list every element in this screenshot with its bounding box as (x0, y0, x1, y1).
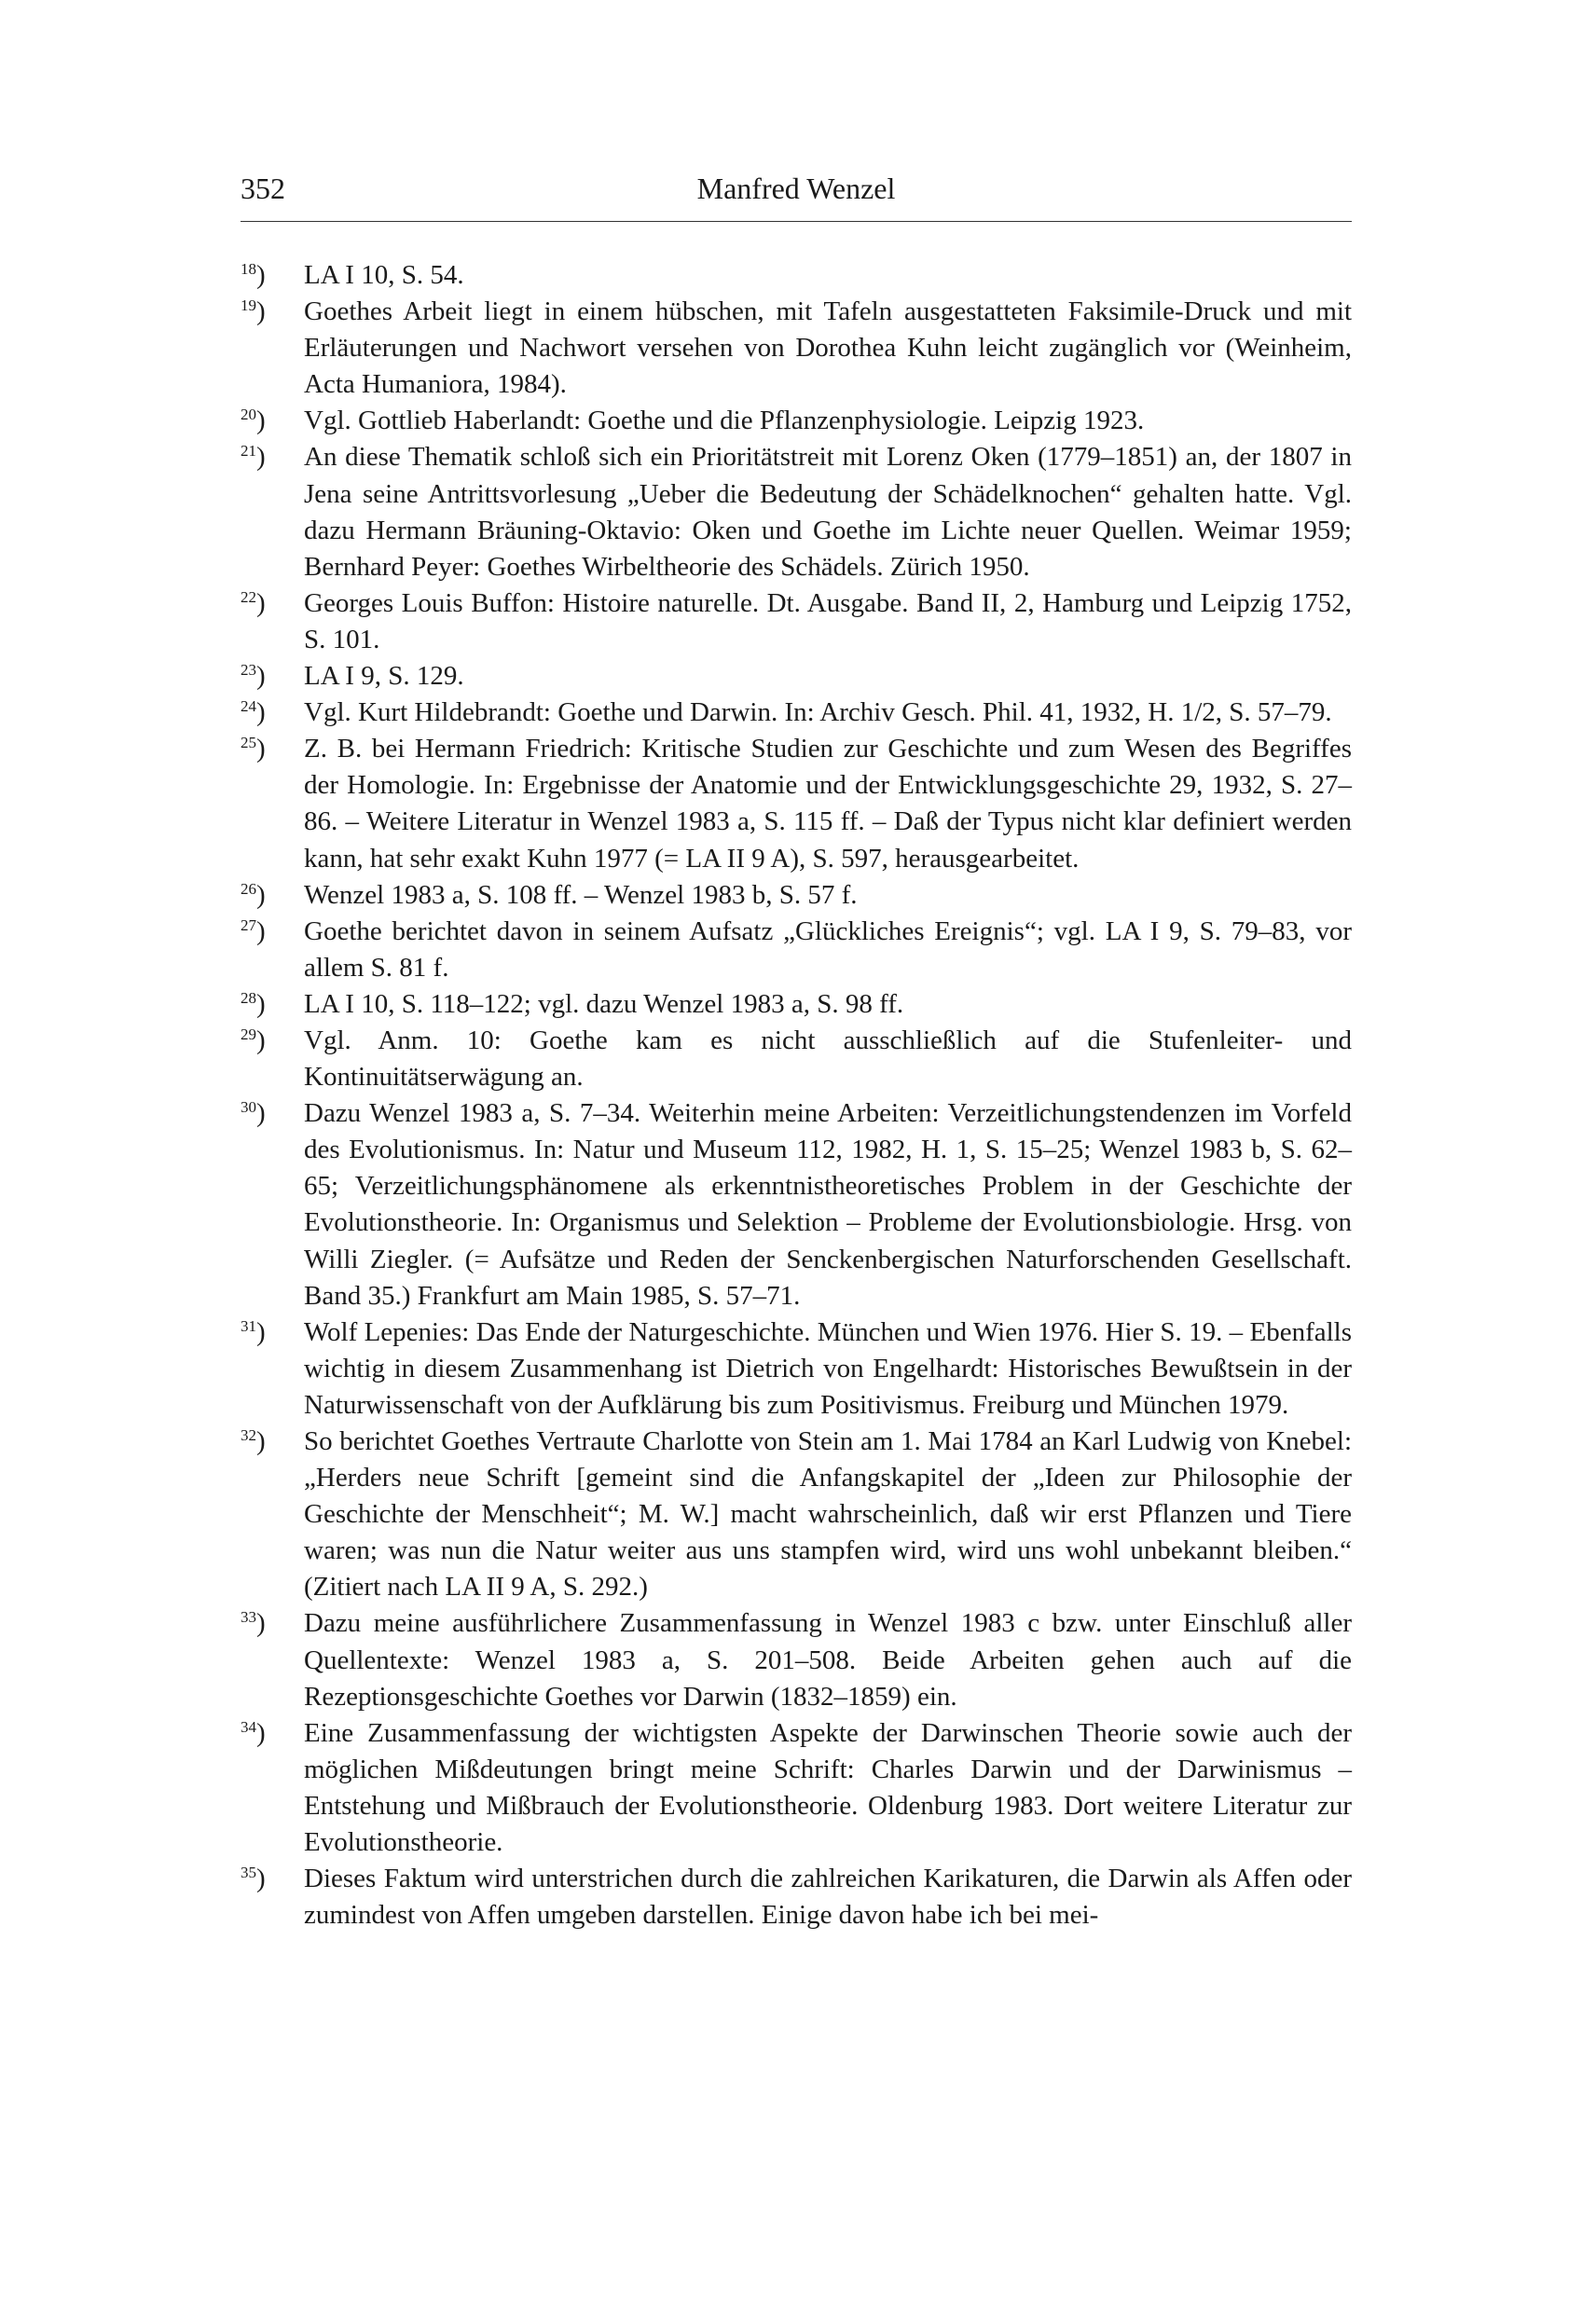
footnote (241, 1314, 1352, 1424)
footnote (241, 658, 1352, 695)
footnote-marker: $^{24}$) (241, 697, 266, 728)
footnote-text: Wolf Lepenies: Das Ende der Naturgeschichte. München und Wien 1976. Hier S. 19. – Ebenfalls wichtig in diesem Zusammenhang ist Dietrich von Engelhardt: Historisches Bewußtsein in der Naturwissenschaft von der Aufklärung bis zum Positivismus. Freiburg und München 1979. (304, 1316, 1352, 1420)
footnote-text: Goethe berichtet davon in seinem Aufsatz „Glückliches Ereignis“; vgl. LA I 9, S. 79–83, vor allem S. 81 f. (304, 915, 1352, 983)
footnote-marker: $^{21}$) (241, 442, 266, 473)
footnote (241, 914, 1352, 986)
footnote-number: 24 (241, 697, 256, 716)
footnote-marker: $^{30}$) (241, 1098, 266, 1129)
footnote (241, 1715, 1352, 1861)
footnote (241, 294, 1352, 403)
footnote-number: 25 (241, 734, 256, 752)
footnote-number: 35 (241, 1864, 256, 1882)
footnote-number: 22 (241, 587, 256, 606)
footnote-marker: $^{29}$) (241, 1025, 266, 1055)
footnote-text: Dazu Wenzel 1983 a, S. 7–34. Weiterhin meine Arbeiten: Verzeitlichungstendenzen im Vorfeld des Evolutionismus. In: Natur und Museum 112, 1982, H. 1, S. 15–25; Wenzel 1983 b, S. 62–65; Verzeitlichungsphänomene als erkenntnistheoretisches Problem in der Geschichte der Evolutionstheorie. In: Organismus und Selektion – Probleme der Evolutionsbiologie. Hrsg. von Willi Ziegler. (= Aufsätze und Reden der Senckenbergischen Naturforschenden Gesellschaft. Band 35.) Frankfurt am Main 1985, S. 57–71. (304, 1098, 1352, 1311)
footnote-marker: $^{35}$) (241, 1864, 266, 1894)
footnote-marker: $^{31}$) (241, 1316, 266, 1347)
footnote-text: Georges Louis Buffon: Histoire naturelle. Dt. Ausgabe. Band II, 2, Hamburg und Leipzig 1752, S. 101. (304, 587, 1352, 654)
footnote-marker: $^{22}$) (241, 587, 266, 618)
footnote-number: 28 (241, 988, 256, 1007)
footnote (241, 1424, 1352, 1605)
footnote-number: 32 (241, 1426, 256, 1444)
footnote (241, 731, 1352, 876)
footnote-text: Vgl. Kurt Hildebrandt: Goethe und Darwin. In: Archiv Gesch. Phil. 41, 1932, H. 1/2, S. 57–79. (304, 697, 1332, 728)
footnote-list (241, 257, 1352, 1934)
footnote-number: 20 (241, 406, 256, 424)
footnote (241, 257, 1352, 294)
footnote-text: Wenzel 1983 a, S. 108 ff. – Wenzel 1983 b, S. 57 f. (304, 879, 858, 910)
footnote-number: 26 (241, 879, 256, 898)
footnote-number: 27 (241, 915, 256, 934)
footnote (241, 1605, 1352, 1714)
footnote-text: LA I 10, S. 54. (304, 260, 464, 290)
footnote (241, 585, 1352, 658)
footnote (241, 1023, 1352, 1095)
header-rule (241, 221, 1352, 222)
footnote-marker: $^{19}$) (241, 296, 266, 327)
footnote-marker: $^{18}$) (241, 260, 266, 290)
footnote-text: LA I 9, S. 129. (304, 661, 464, 692)
footnote-number: 33 (241, 1608, 256, 1627)
footnote-text: Eine Zusammenfassung der wichtigsten Aspekte der Darwinschen Theorie sowie auch der möglichen Mißdeutungen bringt meine Schrift: Charles Darwin und der Darwinismus – Entstehung und Mißbrauch der Evolutionstheorie. Oldenburg 1983. Dort weitere Literatur zur Evolutionstheorie. (304, 1717, 1352, 1858)
footnote-text: Vgl. Gottlieb Haberlandt: Goethe und die Pflanzenphysiologie. Leipzig 1923. (304, 406, 1145, 436)
footnote-text: Vgl. Anm. 10: Goethe kam es nicht ausschließlich auf die Stufenleiter- und Kontinuitätserwägung an. (304, 1025, 1352, 1093)
footnote (241, 439, 1352, 585)
footnote-marker: $^{27}$) (241, 915, 266, 946)
footnote-marker: $^{23}$) (241, 661, 266, 692)
footnote-text: An diese Thematik schloß sich ein Prioritätstreit mit Lorenz Oken (1779–1851) an, der 1807 in Jena seine Antrittsvorlesung „Ueber die Bedeutung der Schädelknochen“ gehalten hatte. Vgl. dazu Hermann Bräuning-Oktavio: Oken und Goethe im Lichte neuer Quellen. Weimar 1959; Bernhard Peyer: Goethes Wirbeltheorie des Schädels. Zürich 1950. (304, 442, 1352, 582)
footnote-number: 23 (241, 661, 256, 680)
footnote (241, 877, 1352, 914)
footnote-text: So berichtet Goethes Vertraute Charlotte von Stein am 1. Mai 1784 an Karl Ludwig von Knebel: „Herders neue Schrift [gemeint sind die Anfangskapitel der „Ideen zur Philosophie der Geschichte der Menschheit“; M. W.] macht wahrscheinlich, daß wir erst Pflanzen und Tiere waren; was nun die Natur weiter aus uns stampfen wird, wird uns wohl unbekannt bleiben.“ (Zitiert nach LA II 9 A, S. 292.) (304, 1426, 1352, 1603)
footnote-marker: $^{26}$) (241, 879, 266, 910)
footnote-text: Dazu meine ausführlichere Zusammenfassung in Wenzel 1983 c bzw. unter Einschluß aller Quellentexte: Wenzel 1983 a, S. 201–508. Beide Arbeiten gehen auch auf die Rezeptionsgeschichte Goethes vor Darwin (1832–1859) ein. (304, 1608, 1352, 1712)
footnote-text: Z. B. bei Hermann Friedrich: Kritische Studien zur Geschichte und zum Wesen des Begriffes der Homologie. In: Ergebnisse der Anatomie und der Entwicklungsgeschichte 29, 1932, S. 27–86. – Weitere Literatur in Wenzel 1983 a, S. 115 ff. – Daß der Typus nicht klar definiert werden kann, hat sehr exakt Kuhn 1977 (= LA II 9 A), S. 597, herausgearbeitet. (304, 734, 1352, 874)
running-head (241, 168, 1352, 209)
footnote (241, 403, 1352, 439)
footnote (241, 695, 1352, 731)
page-number: 352 (241, 172, 285, 205)
footnote-number: 18 (241, 260, 256, 278)
footnote (241, 986, 1352, 1023)
footnote-marker: $^{20}$) (241, 406, 266, 436)
footnote-text: Dieses Faktum wird unterstrichen durch die zahlreichen Karikaturen, die Darwin als Affen oder zumindest von Affen umgeben darstellen. Einige davon habe ich bei mei- (304, 1864, 1352, 1931)
footnote (241, 1095, 1352, 1314)
footnote-marker: $^{25}$) (241, 734, 266, 764)
footnote-number: 31 (241, 1316, 256, 1335)
footnote-number: 34 (241, 1717, 256, 1736)
footnote (241, 1861, 1352, 1934)
footnote-number: 21 (241, 442, 256, 461)
footnote-number: 30 (241, 1098, 256, 1117)
footnote-text: Goethes Arbeit liegt in einem hübschen, mit Tafeln ausgestatteten Faksimile-Druck und mit Erläuterungen und Nachwort versehen von Dorothea Kuhn leicht zugänglich vor (Weinheim, Acta Humaniora, 1984). (304, 296, 1352, 400)
footnote-marker: $^{28}$) (241, 988, 266, 1019)
running-head-author: Manfred Wenzel (696, 172, 896, 205)
footnote-number: 19 (241, 296, 256, 315)
footnote-marker: $^{34}$) (241, 1717, 266, 1748)
footnote-number: 29 (241, 1025, 256, 1043)
footnote-text: LA I 10, S. 118–122; vgl. dazu Wenzel 1983 a, S. 98 ff. (304, 988, 904, 1019)
footnote-marker: $^{33}$) (241, 1608, 266, 1639)
footnote-marker: $^{32}$) (241, 1426, 266, 1456)
